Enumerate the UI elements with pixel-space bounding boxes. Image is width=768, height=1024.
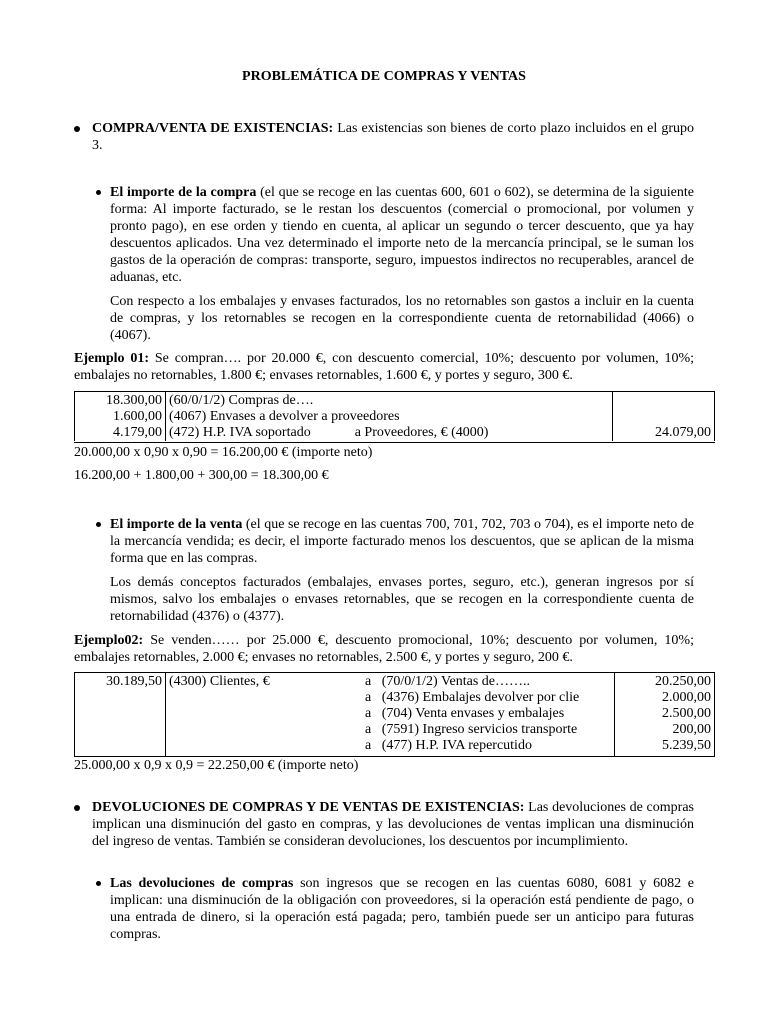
compra-paragraph: El importe de la compra (el que se recoge en las cuentas 600, 601 o 602), se determina de la siguiente forma: Al importe facturado, se le restan los descuentos (comercial o promocional, por volumen y pronto pago), en ese orden y tiendo en cuenta, al aplicar un segundo o tercer descuento, que ya hay descuentos aplicados. Una vez determinado el importe neto de la mercancía principal, se le suman los gastos de la operación de compras: transporte, seguro, impuestos indirectos no recuperables, arancel de aduanas, etc. [110, 185, 694, 285]
debit-amount: 1.600,00 [113, 409, 162, 424]
devoluciones-compras-paragraph: Las devoluciones de compras son ingresos que se recogen en las cuentas 6080, 6081 y 6082 e implican: una disminución de la obligación con proveedores, si la operación está pendiente de pago, o una entrada de dinero, si la operación está pagada; pero, también puede ser un anticipo para futuras compras. [110, 876, 695, 942]
bullet-icon [74, 805, 80, 811]
credit-amount: 2.000,00 [662, 690, 711, 705]
example-01-text: Ejemplo 01: Se compran…. por 20.000 €, con descuento comercial, 10%; descuento por volumen, 10%; embalajes no retornables, 1.800 €; envases retornables, 1.600 €, y portes y seguro, 300 €. [74, 351, 694, 383]
bullet-icon [96, 881, 101, 886]
credit-amount: 2.500,00 [662, 706, 711, 721]
section-heading: DEVOLUCIONES DE COMPRAS Y DE VENTAS DE EXISTENCIAS: [92, 800, 525, 815]
credit-amount: 200,00 [672, 722, 711, 737]
section-compra-venta: COMPRA/VENTA DE EXISTENCIAS: Las existencias son bienes de corto plazo incluidos en el grupo 3. [92, 121, 694, 153]
credit-amount: 20.250,00 [655, 674, 711, 689]
calculation-line: 16.200,00 + 1.800,00 + 300,00 = 18.300,00 € [74, 468, 329, 483]
credit-account-line: a (70/0/1/2) Ventas de…….. [365, 674, 530, 689]
credit-amount: 5.239,50 [662, 738, 711, 753]
account-line: (60/0/1/2) Compras de…. [169, 393, 314, 408]
credit-account-line: a (477) H.P. IVA repercutido [365, 738, 532, 753]
account-line: (4300) Clientes, € [169, 674, 270, 689]
calculation-line: 25.000,00 x 0,9 x 0,9 = 22.250,00 € (importe neto) [74, 758, 359, 773]
bullet-icon [96, 190, 101, 195]
credit-account-line: a (4376) Embalajes devolver por clie [365, 690, 580, 705]
journal-entry-01 [74, 391, 715, 441]
calculation-line: 20.000,00 x 0,90 x 0,90 = 16.200,00 € (importe neto) [74, 445, 373, 460]
credit-amount: 24.079,00 [655, 425, 711, 440]
bullet-icon [74, 126, 80, 132]
credit-account-line: a (7591) Ingreso servicios transporte [365, 722, 578, 737]
table-bottom-rule [74, 442, 715, 443]
credit-account: a Proveedores, € (4000) [354, 425, 489, 440]
example-heading: Ejemplo 01: [74, 351, 150, 366]
section-heading: COMPRA/VENTA DE EXISTENCIAS: [92, 121, 334, 136]
section-devoluciones: DEVOLUCIONES DE COMPRAS Y DE VENTAS DE EXISTENCIAS: Las devoluciones de compras implican una disminución del gasto en compras, y las devoluciones de ventas implican una disminución del ingreso de ventas. También se consideran devoluciones, los descuentos por incumplimiento. [92, 800, 694, 849]
example-heading: Ejemplo02: [74, 633, 144, 648]
paragraph-heading: Las devoluciones de compras [110, 876, 294, 891]
debit-amount: 4.179,00 [113, 425, 162, 440]
page-title: PROBLEMÁTICA DE COMPRAS Y VENTAS [242, 69, 526, 84]
paragraph-heading: El importe de la venta [110, 517, 243, 532]
credit-account-line: a (704) Venta envases y embalajes [365, 706, 565, 721]
journal-entry-02 [74, 672, 715, 757]
venta-paragraph: El importe de la venta (el que se recoge en las cuentas 700, 701, 702, 703 o 704), es el importe neto de la mercancía vendida; es decir, el importe facturado menos los descuentos, que se aplican de la misma forma que en las compras. [110, 517, 694, 566]
debit-amount: 30.189,50 [106, 674, 162, 689]
account-line: (4067) Envases a devolver a proveedores [169, 409, 400, 424]
debit-amount: 18.300,00 [106, 393, 162, 408]
compra-paragraph-2: Con respecto a los embalajes y envases facturados, los no retornables son gastos a incluir en la cuenta de compras, y los retornables se recogen en la correspondiente cuenta de retornabilidad (4066) o (4067). [110, 294, 694, 343]
bullet-icon [96, 522, 101, 527]
paragraph-heading: El importe de la compra [110, 185, 257, 200]
example-02-text: Ejemplo02: Se venden…… por 25.000 €, descuento promocional, 10%; descuento por volumen, 10%; embalajes retornables, 2.000 €; envases no retornables, 2.500 €, y portes y seguro, 200 €. [74, 633, 694, 665]
account-line: (472) H.P. IVA soportado a Proveedores, € (4000) [169, 425, 489, 440]
venta-paragraph-2: Los demás conceptos facturados (embalajes, envases portes, seguro, etc.), generan ingresos por sí mismos, salvo los embalajes o envases retornables, que se recogen en la correspondiente cuenta de retornabilidad (4376) o (4377). [110, 575, 694, 624]
